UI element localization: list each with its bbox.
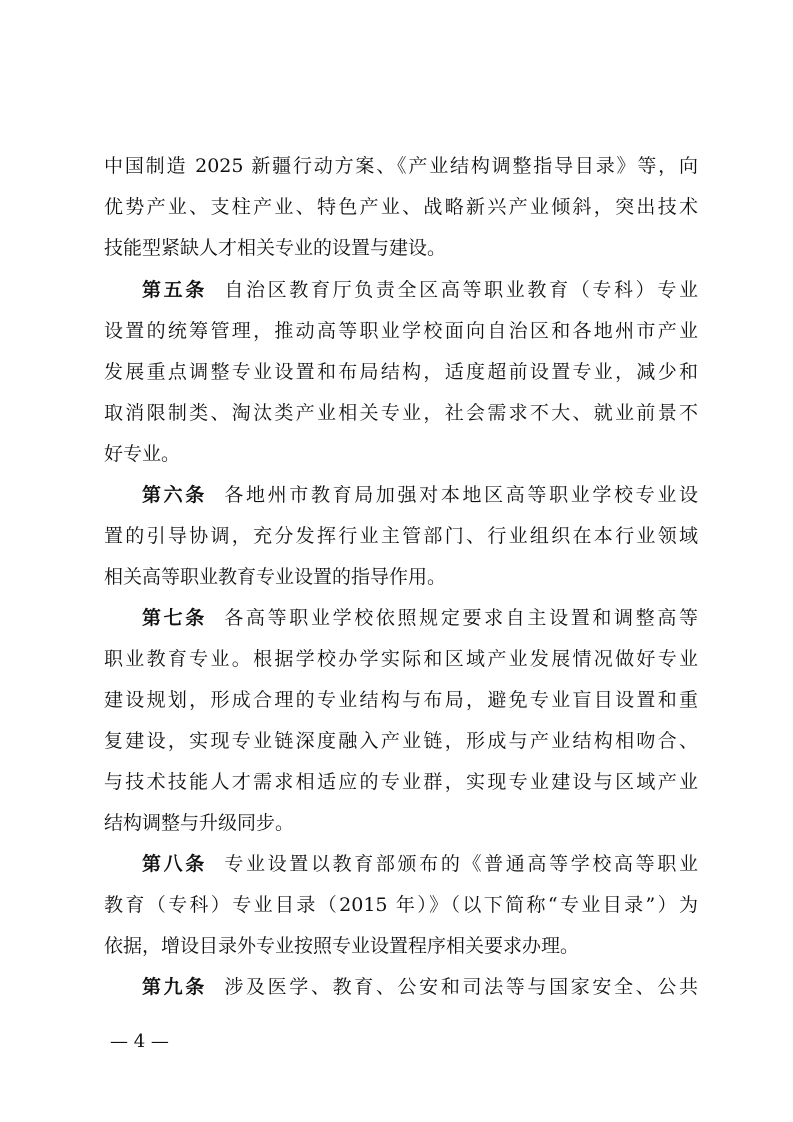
body-line: 技能型紧缺人才相关专业的设置与建设。 [104,237,447,259]
body-line: 优势产业、支柱产业、特色产业、战略新兴产业倾斜，突出技术 [104,196,698,218]
body-line: 相关高等职业教育专业设置的指导作用。 [104,566,447,588]
body-line: 好专业。 [104,443,181,465]
article-label: 第五条 [142,279,207,301]
body-line: 与技术技能人才需求相适应的专业群，实现专业建设与区域产业 [104,771,698,793]
body-line: 教育（专科）专业目录（2015 年）》（以下简称“专业目录”）为 [104,894,698,916]
body-line: 中国制造 2025 新疆行动方案、《产业结构调整指导目录》等，向 [104,155,698,177]
article-text: 涉及医学、教育、公安和司法等与国家安全、公共 [224,976,698,998]
article-text: 自治区教育厅负责全区高等职业教育（专科）专业 [224,279,698,301]
article-5-first-line [142,272,698,308]
article-text: 专业设置以教育部颁布的《普通高等学校高等职业 [224,853,698,875]
body-line: 取消限制类、淘汰类产业相关专业，社会需求不大、就业前景不 [104,402,698,424]
article-text: 各高等职业学校依照规定要求自主设置和调整高等 [224,607,698,629]
article-label: 第六条 [142,484,207,506]
body-line: 建设规划，形成合理的专业结构与布局，避免专业盲目设置和重 [104,689,698,711]
body-line: 发展重点调整专业设置和布局结构，适度超前设置专业，减少和 [104,361,698,383]
body-line: 置的引导协调，充分发挥行业主管部门、行业组织在本行业领域 [104,525,698,547]
article-label: 第八条 [142,853,207,875]
article-text: 各地州市教育局加强对本地区高等职业学校专业设 [224,484,698,506]
body-line: 职业教育专业。根据学校办学实际和区域产业发展情况做好专业 [104,648,698,670]
body-line: 结构调整与升级同步。 [104,812,295,834]
page-number: — 4 — [110,1031,169,1052]
article-9-first-line [142,969,698,1005]
article-6-first-line [142,477,698,513]
body-line: 设置的统筹管理，推动高等职业学校面向自治区和各地州市产业 [104,320,698,342]
body-line: 依据，增设目录外专业按照专业设置程序相关要求办理。 [104,935,580,957]
article-7-first-line [142,600,698,636]
article-label: 第七条 [142,607,207,629]
body-line: 复建设，实现专业链深度融入产业链，形成与产业结构相吻合、 [104,730,698,752]
article-8-first-line [142,846,698,882]
article-label: 第九条 [142,976,207,998]
